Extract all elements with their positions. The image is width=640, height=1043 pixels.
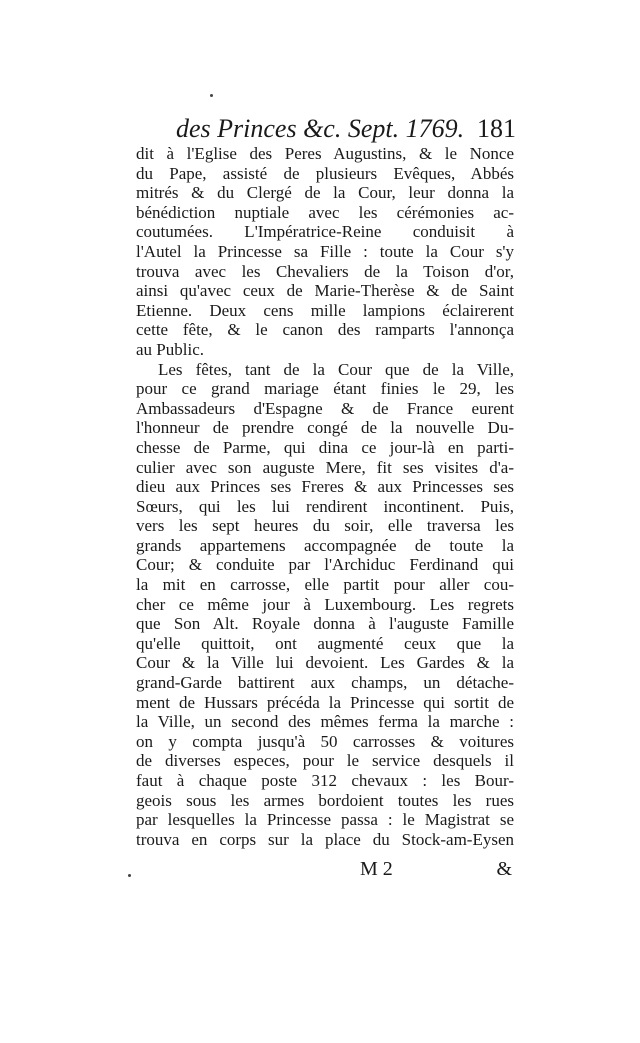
text-line: au Public. <box>136 339 204 359</box>
text-line: dieu aux Princes ses Freres & aux Princesses ses <box>136 477 514 497</box>
page-number: 181 <box>477 114 516 143</box>
text-line: grands appartemens accompagnée de toute la <box>136 535 514 555</box>
text-line: l'Autel la Princesse sa Fille : toute la Cour s'y <box>136 241 514 261</box>
text-line: chesse de Parme, qui dina ce jour-là en parti- <box>136 437 514 457</box>
text-line: grand-Garde battirent aux champs, un détache- <box>136 673 514 693</box>
page-footer <box>130 856 514 882</box>
text-line: trouva en corps sur la place du Stock-am-Eysen <box>136 829 514 849</box>
text-line: par lesquelles la Princesse passa : le Magistrat se <box>136 810 514 830</box>
text-line: ment de Hussars précéda la Princesse qui sortit de <box>136 692 514 712</box>
text-line: de diverses especes, pour le service desquels il <box>136 751 514 771</box>
text-line: la Ville, un second des mêmes ferma la marche : <box>136 712 514 732</box>
body-text <box>136 144 514 849</box>
text-line: vers les sept heures du soir, elle traversa les <box>136 516 514 536</box>
text-line: cette fête, & le canon des ramparts l'annonça <box>136 320 514 340</box>
text-line: mitrés & du Clergé de la Cour, leur donna la <box>136 183 514 203</box>
print-speck <box>210 94 213 97</box>
text-line: Sœurs, qui les lui rendirent incontinent. Puis, <box>136 496 514 516</box>
running-title: des Princes &c. Sept. 1769. <box>176 114 465 143</box>
catchword: & <box>496 858 512 880</box>
text-line: Etienne. Deux cens mille lampions éclairerent <box>136 300 514 320</box>
text-line: pour ce grand mariage étant finies le 29, les <box>136 379 514 399</box>
signature-mark: M 2 <box>360 858 393 880</box>
text-line: geois sous les armes bordoient toutes les rues <box>136 790 514 810</box>
text-line: Cour; & conduite par l'Archiduc Ferdinand qui <box>136 555 514 575</box>
text-line: que Son Alt. Royale donna à l'auguste Famille <box>136 614 514 634</box>
paragraph-start-line: Les fêtes, tant de la Cour que de la Ville, <box>158 359 514 379</box>
text-line: coutumées. L'Impératrice-Reine conduisit à <box>136 222 514 242</box>
text-line: bénédiction nuptiale avec les cérémonies ac- <box>136 202 514 222</box>
text-line: cher ce même jour à Luxembourg. Les regrets <box>136 594 514 614</box>
text-line: l'honneur de prendre congé de la nouvelle Du- <box>136 418 514 438</box>
print-speck <box>128 874 131 877</box>
text-line: on y compta jusqu'à 50 carrosses & voitures <box>136 731 514 751</box>
text-line: ainsi qu'avec ceux de Marie-Therèse & de Saint <box>136 281 514 301</box>
text-line: qu'elle quittoit, ont augmenté ceux que la <box>136 633 514 653</box>
text-line: la mit en carrosse, elle partit pour aller cou- <box>136 575 514 595</box>
text-line: trouva avec les Chevaliers de la Toison d'or, <box>136 261 514 281</box>
text-line: Cour & la Ville lui devoient. Les Gardes & la <box>136 653 514 673</box>
text-line: du Pape, assisté de plusieurs Evêques, Abbés <box>136 163 514 183</box>
text-line: dit à l'Eglise des Peres Augustins, & le Nonce <box>136 144 514 163</box>
text-line: culier avec son auguste Mere, fit ses visites d'a- <box>136 457 514 477</box>
text-line: Ambassadeurs d'Espagne & de France eurent <box>136 398 514 418</box>
text-line: faut à chaque poste 312 chevaux : les Bour- <box>136 771 514 790</box>
page-header <box>176 112 516 146</box>
